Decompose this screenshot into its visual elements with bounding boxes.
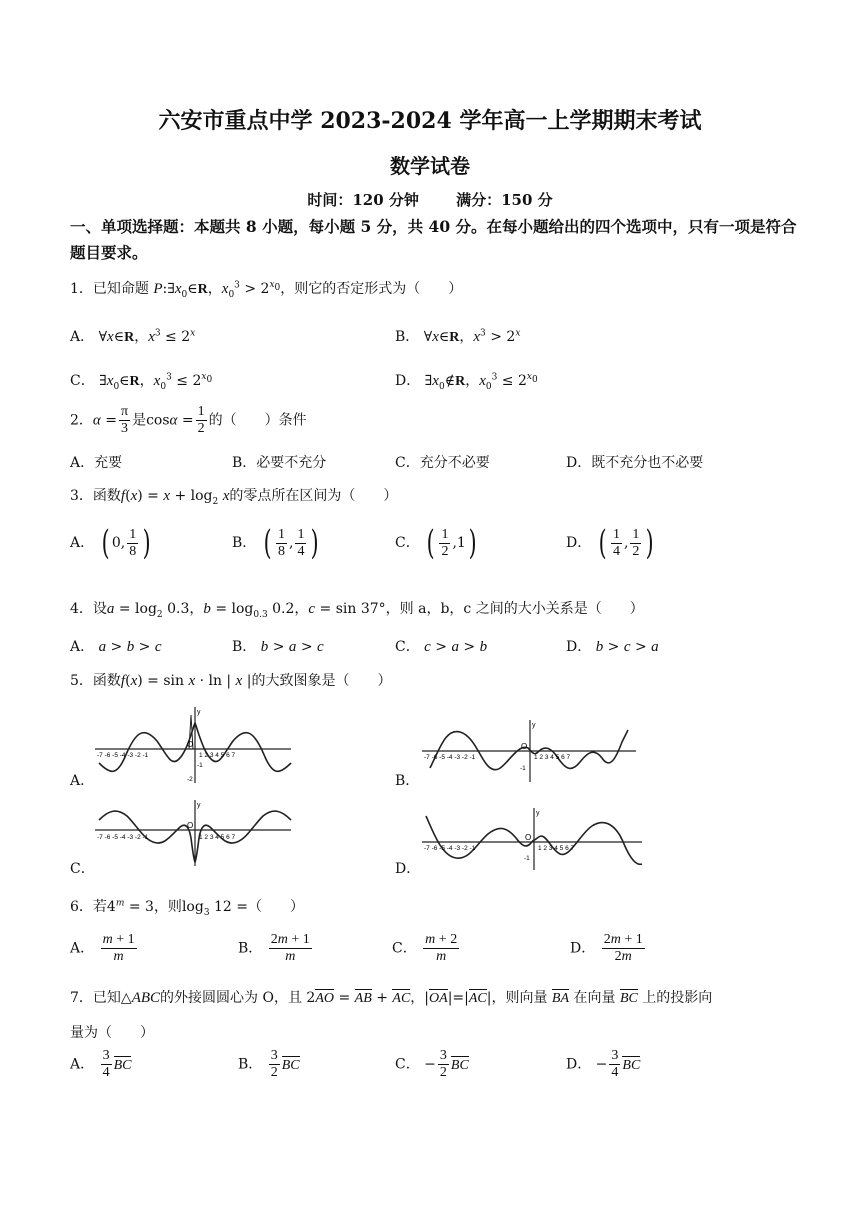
exam-subtitle: 数学试卷 xyxy=(390,154,470,178)
svg-text:-2: -2 xyxy=(187,776,193,783)
svg-text:1 2 3 4 5 6 7: 1 2 3 4 5 6 7 xyxy=(534,754,571,761)
q5-option-b-label: B． xyxy=(395,773,420,789)
q5-option-d-label: D． xyxy=(395,861,421,877)
svg-text:y: y xyxy=(532,722,536,729)
question-2: 2．α = $\frac{\pi}{3}$ 是cosα = $\frac{1}{2}$ 的（ ）条件 xyxy=(70,404,307,436)
svg-text:-7 -6 -5 -4 -3 -2 -1: -7 -6 -5 -4 -3 -2 -1 xyxy=(97,752,149,759)
q7-option-d: D． − $\frac{3}{4}$ BC xyxy=(566,1048,641,1080)
svg-text:y: y xyxy=(197,709,201,716)
q2-option-c: C．充分不必要 xyxy=(395,455,490,471)
q2-option-d: D．既不充分也不必要 xyxy=(566,455,704,471)
q2-option-b: B．必要不充分 xyxy=(232,455,327,471)
q3-option-c: C． ( $\frac{1}{2}$ ,1) xyxy=(395,523,477,563)
q1-option-c: C． $\exists x_0\in R$，$x_0^3 \le 2^{x_0}$ xyxy=(70,372,213,392)
svg-text:y: y xyxy=(536,810,540,817)
svg-text:-7 -6 -5 -4 -3 -2 -1: -7 -6 -5 -4 -3 -2 -1 xyxy=(97,834,149,841)
q7-option-a: A． $\frac{3}{4}$ BC xyxy=(70,1048,132,1080)
question-6: 6．若$4^m = 3$，则$\log_3 12$ =（ ） xyxy=(70,898,304,918)
svg-text:O: O xyxy=(187,740,194,749)
question-4: 4．设$a = \log_2 0.3$，$b = \log_{0.3} 0.2$，c = sin 37°，则 a，b，c 之间的大小关系是（ ） xyxy=(70,601,644,620)
svg-text:y: y xyxy=(197,802,201,809)
svg-text:-1: -1 xyxy=(524,855,530,862)
question-3: 3．函数$f(x) = x + \log_2 x$的零点所在区间为（ ） xyxy=(70,488,398,507)
svg-text:1 2 3 4 5 6 7: 1 2 3 4 5 6 7 xyxy=(538,845,575,852)
q1-option-b: B． ∀x∈R，$x^3 > 2^x$ xyxy=(395,328,521,345)
exam-meta xyxy=(0,189,860,210)
q4-option-d: D． b > c > a xyxy=(566,639,659,655)
q5-option-c-label: C． xyxy=(70,861,95,877)
exam-title: 六安市重点中学 2023-2024 学年高一上学期期末考试 xyxy=(158,108,702,134)
q5-option-a-label: A． xyxy=(70,773,95,789)
q3-option-d: D． ( $\frac{1}{4}$ , $\frac{1}{2}$ ) xyxy=(566,523,655,563)
q5-graph-a xyxy=(95,705,295,785)
q5-graph-b xyxy=(422,718,642,784)
q6-option-b: B． $\frac{2m + 1}{m}$ xyxy=(238,932,310,964)
svg-text:-7 -6 -5 -4 -3 -2 -1: -7 -6 -5 -4 -3 -2 -1 xyxy=(424,845,476,852)
svg-text:O: O xyxy=(521,742,528,751)
q2-option-a: A．充要 xyxy=(70,455,123,471)
q6-option-d: D． $\frac{2m + 1}{2m}$ xyxy=(570,932,643,964)
q4-option-c: C． c > a > b xyxy=(395,639,488,655)
svg-text:1 2 3 4 5 6 7: 1 2 3 4 5 6 7 xyxy=(199,752,236,759)
svg-text:1 2 3 4 5 6 7: 1 2 3 4 5 6 7 xyxy=(199,834,236,841)
svg-text:-1: -1 xyxy=(520,765,526,772)
q1-option-d: D． $\exists x_0\notin R$，$x_0^3 \le 2^{x_0}$ xyxy=(395,372,538,392)
q7-option-b: B． $\frac{3}{2}$ BC xyxy=(238,1048,300,1080)
svg-text:-7 -6 -5 -4 -3 -2 -1: -7 -6 -5 -4 -3 -2 -1 xyxy=(424,754,476,761)
exam-time: 时间：120 分钟 xyxy=(307,191,419,209)
q1-option-a: A． ∀x∈R，$x^3 \le 2^x$ xyxy=(70,328,196,345)
q6-option-a: A． $\frac{m + 1}{m}$ xyxy=(70,932,135,964)
question-5: 5．函数f(x) = sin x · ln | x |的大致图象是（ ） xyxy=(70,673,392,689)
section-heading: 一、单项选择题：本题共 8 小题，每小题 5 分，共 40 分。在每小题给出的四个选项中，只有一项是符合题目要求。 xyxy=(70,217,797,262)
svg-text:O: O xyxy=(187,821,194,830)
question-7: 7．已知△ABC的外接圆圆心为 O，且 2AO = AB + AC，|OA|=|AC|，则向量 BA 在向量 BC 上的投影向 xyxy=(70,990,713,1006)
q5-graph-c xyxy=(95,798,295,868)
exam-score: 满分：150 分 xyxy=(456,191,553,209)
q4-option-b: B． b > a > c xyxy=(232,639,324,655)
q7-option-c: C． − $\frac{3}{2}$ BC xyxy=(395,1048,469,1080)
question-7-line2: 量为（ ） xyxy=(70,1025,154,1041)
q5-graph-d xyxy=(422,806,648,872)
svg-text:O: O xyxy=(525,833,532,842)
q4-option-a: A． a > b > c xyxy=(70,639,162,655)
q3-option-a: A． ( 0, $\frac{1}{8}$ ) xyxy=(70,523,151,563)
q6-option-c: C． $\frac{m + 2}{m}$ xyxy=(392,932,458,964)
question-1: 1．已知命题 $P:\exists x_0\in R$，$x_0^3 > 2^{x_0}$，则它的否定形式为（ ） xyxy=(70,280,463,300)
q3-option-b: B． ( $\frac{1}{8}$ , $\frac{1}{4}$ ) xyxy=(232,523,320,563)
svg-text:-1: -1 xyxy=(197,762,203,769)
